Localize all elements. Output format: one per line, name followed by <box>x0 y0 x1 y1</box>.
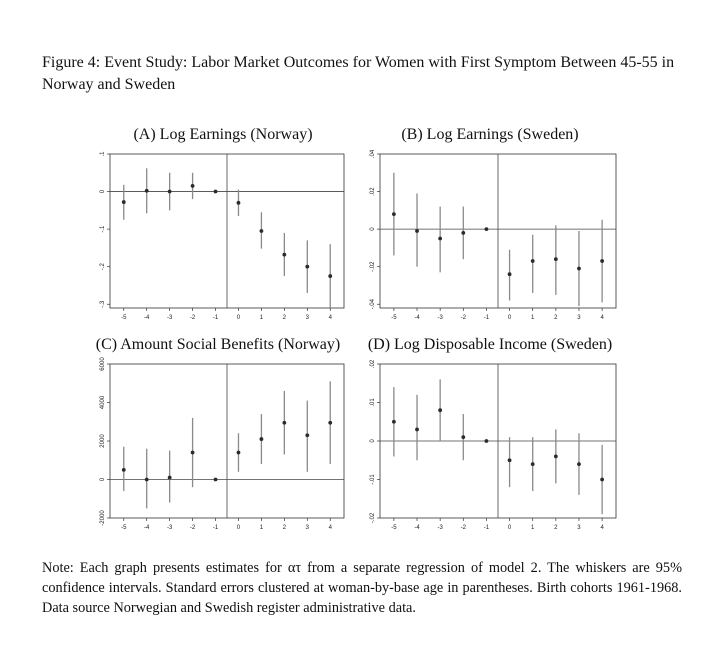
estimate-point <box>508 458 512 462</box>
y-tick-label: 2000 <box>100 434 106 448</box>
estimate-point <box>531 462 535 466</box>
x-tick-label: 2 <box>554 525 558 531</box>
estimate-point <box>260 229 264 233</box>
x-tick-label: 2 <box>282 525 287 531</box>
chart-d <box>360 359 620 552</box>
y-tick-label: -.02 <box>370 261 376 272</box>
x-tick-label: 2 <box>282 315 287 321</box>
y-tick-label: -.3 <box>100 300 106 308</box>
x-tick-label: -3 <box>166 315 173 321</box>
y-tick-label: -.1 <box>100 225 106 233</box>
x-tick-label: -2 <box>460 525 466 531</box>
x-tick-label: 1 <box>531 315 535 321</box>
y-tick-label: 0 <box>370 439 376 443</box>
panel-title: (B) Log Earnings (Sweden) <box>401 126 579 143</box>
estimate-point <box>554 455 558 459</box>
chart-c <box>90 357 346 552</box>
y-tick-label: .04 <box>370 149 376 159</box>
x-tick-label: 2 <box>554 315 558 321</box>
estimate-point <box>328 421 332 425</box>
y-tick-label: -.2 <box>100 263 106 271</box>
estimate-point <box>168 190 172 194</box>
panel-title: (A) Log Earnings (Norway) <box>133 126 313 143</box>
y-tick-label: -.01 <box>370 474 376 485</box>
x-tick-label: -5 <box>121 315 127 321</box>
y-tick-label: -2000 <box>100 510 106 526</box>
panel-title: (C) Amount Social Benefits (Norway) <box>95 336 341 353</box>
x-tick-label: -3 <box>437 315 443 321</box>
y-tick-label: .1 <box>100 151 106 157</box>
x-tick-label: -2 <box>460 315 466 321</box>
x-tick-label: -2 <box>189 315 196 321</box>
figure-note: Note: Each graph presents estimates for ατ from a separate regression of model 2. The whiskers are 95% confidence intervals. Standard errors clustered at woman-by-base age in parentheses. Birth cohorts 1961-1968. Data source Norwegian and Swedish register administrative data. <box>42 560 682 616</box>
x-tick-label: 0 <box>236 315 241 321</box>
chart-a <box>100 152 346 342</box>
y-tick-label: 4000 <box>100 395 106 410</box>
y-tick-label: .01 <box>370 398 376 407</box>
estimate-point <box>260 437 264 441</box>
estimate-point <box>122 468 126 472</box>
x-tick-label: 0 <box>507 525 512 531</box>
x-tick-label: -1 <box>483 315 490 321</box>
estimate-point <box>122 200 126 204</box>
estimate-point <box>461 435 465 439</box>
y-tick-label: 0 <box>100 189 106 194</box>
panel-a <box>100 124 346 336</box>
x-tick-label: -4 <box>144 525 150 531</box>
panel-d <box>360 334 620 546</box>
y-tick-label: -.02 <box>370 512 376 524</box>
x-tick-label: -5 <box>391 315 397 321</box>
estimate-point <box>282 253 286 257</box>
estimate-point <box>214 190 218 194</box>
x-tick-label: 0 <box>236 525 241 531</box>
y-tick-label: -.04 <box>370 299 376 310</box>
x-tick-label: 4 <box>600 315 604 321</box>
estimate-point <box>577 462 581 466</box>
panel-c <box>90 334 346 546</box>
y-tick-label: .02 <box>370 359 376 369</box>
estimate-point <box>191 184 195 188</box>
estimate-point <box>214 478 218 482</box>
estimate-point <box>554 257 558 261</box>
estimate-point <box>392 420 396 424</box>
x-tick-label: -3 <box>166 525 173 531</box>
x-tick-label: 1 <box>531 525 535 531</box>
estimate-point <box>168 476 172 480</box>
estimate-point <box>145 189 149 193</box>
x-tick-label: 3 <box>577 315 581 321</box>
x-tick-label: -1 <box>212 315 219 321</box>
x-tick-label: 4 <box>328 315 332 321</box>
panel-title: (D) Log Disposable Income (Sweden) <box>367 336 613 353</box>
estimate-point <box>191 451 195 455</box>
estimate-point <box>461 231 465 235</box>
estimate-point <box>531 259 535 263</box>
y-tick-label: 0 <box>370 227 376 231</box>
estimate-point <box>577 267 581 271</box>
x-tick-label: 4 <box>328 525 332 531</box>
estimate-point <box>328 274 332 278</box>
chart-b <box>360 149 620 342</box>
estimate-point <box>237 451 241 455</box>
estimate-point <box>438 237 442 241</box>
y-tick-label: .02 <box>370 187 376 196</box>
x-tick-label: 3 <box>577 525 581 531</box>
estimate-point <box>600 259 604 263</box>
x-tick-label: -4 <box>144 315 150 321</box>
estimate-point <box>305 433 309 437</box>
estimate-point <box>282 421 286 425</box>
estimate-point <box>415 229 419 233</box>
x-tick-label: -5 <box>121 525 127 531</box>
x-tick-label: 4 <box>600 525 604 531</box>
estimate-point <box>485 439 489 443</box>
estimate-point <box>145 478 149 482</box>
figure-caption: Figure 4: Event Study: Labor Market Outcomes for Women with First Symptom Between 45-55 in Norway and Sweden <box>42 54 675 93</box>
estimate-point <box>438 408 442 412</box>
x-tick-label: 1 <box>259 315 264 321</box>
y-tick-label: 6000 <box>100 357 106 371</box>
estimate-point <box>508 272 512 276</box>
x-tick-label: -1 <box>212 525 219 531</box>
x-tick-label: -4 <box>414 525 420 531</box>
x-tick-label: -1 <box>483 525 490 531</box>
x-tick-label: -5 <box>391 525 397 531</box>
estimate-point <box>237 201 241 205</box>
x-tick-label: 0 <box>507 315 512 321</box>
x-tick-label: -4 <box>414 315 420 321</box>
x-tick-label: 3 <box>305 525 309 531</box>
estimate-point <box>305 265 309 269</box>
estimate-point <box>415 428 419 432</box>
panel-b <box>360 124 620 336</box>
x-tick-label: -2 <box>189 525 196 531</box>
x-tick-label: -3 <box>437 525 443 531</box>
x-tick-label: 3 <box>305 315 309 321</box>
estimate-point <box>600 478 604 482</box>
y-tick-label: 0 <box>100 477 106 482</box>
x-tick-label: 1 <box>259 525 264 531</box>
estimate-point <box>392 212 396 216</box>
estimate-point <box>485 227 489 231</box>
